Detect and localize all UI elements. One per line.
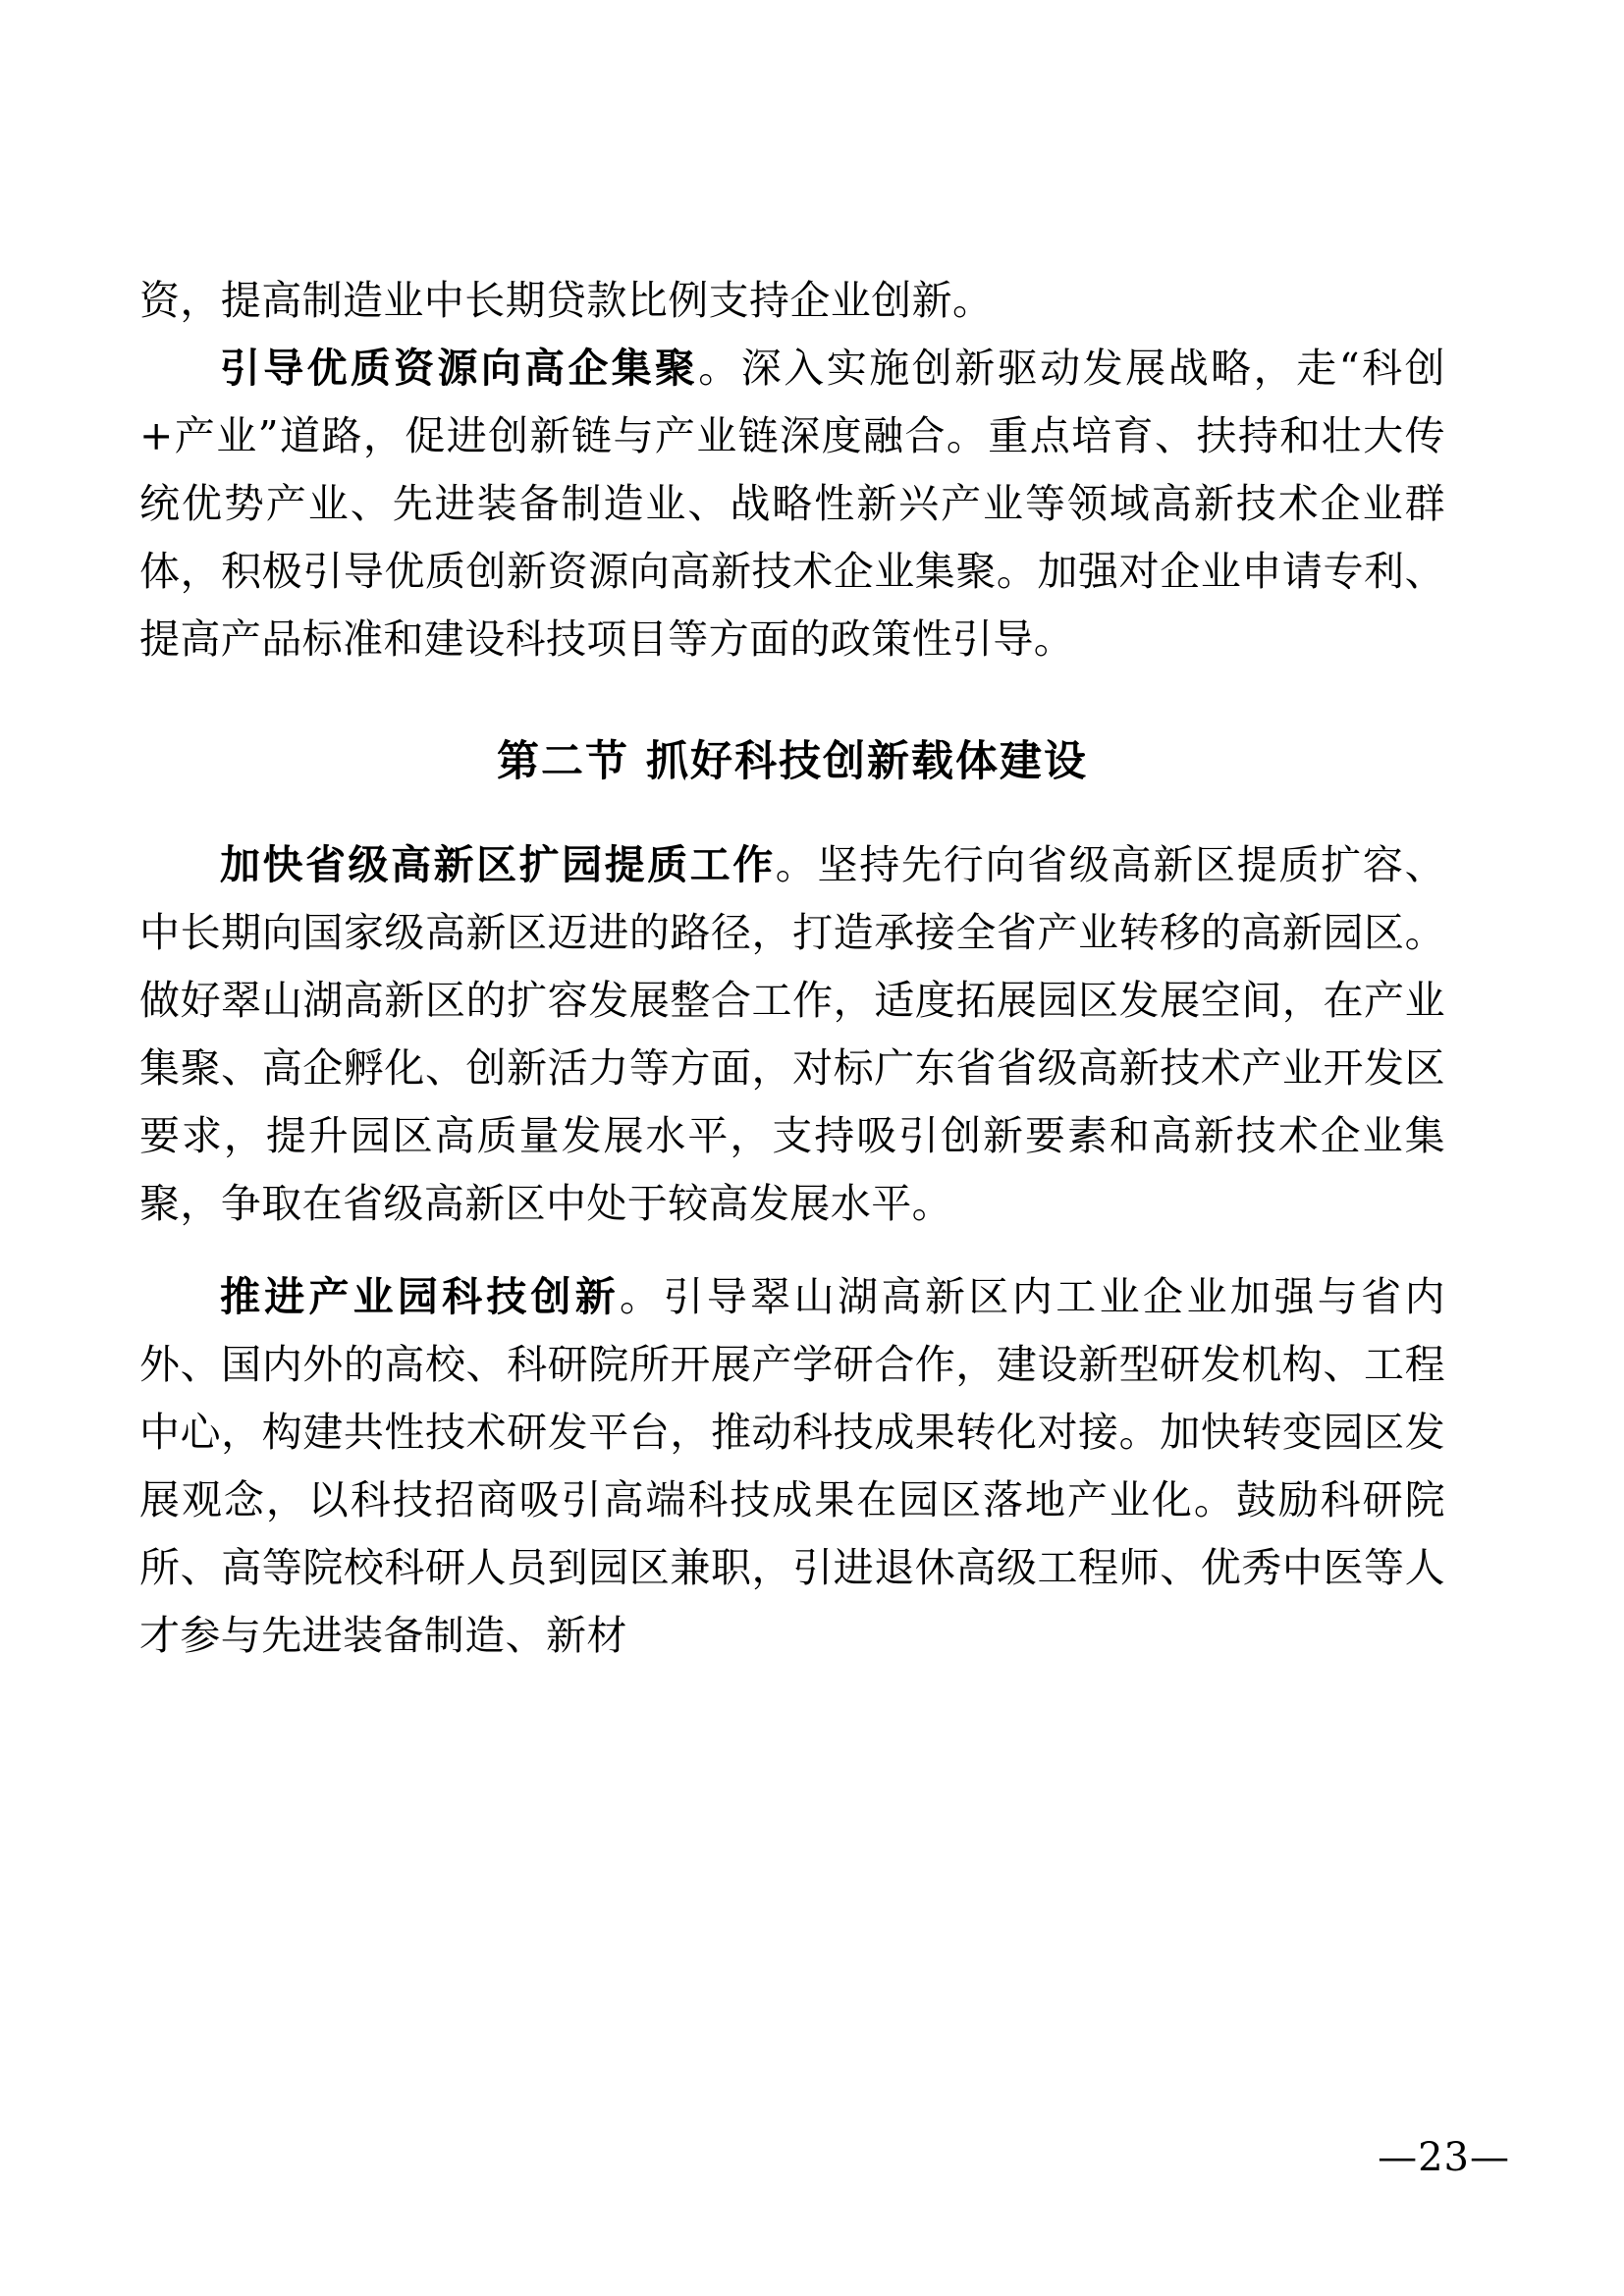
paragraph-industrial-park-innovation [139,1263,1445,1670]
page-content [139,267,1445,1670]
paragraph-lead-in: 推进产业园科技创新 [220,1273,620,1320]
paragraph-continued-financing [139,267,1445,335]
paragraph-provincial-hightech-zone [139,831,1445,1238]
section-heading: 第二节 抓好科技创新载体建设 [497,737,1088,786]
paragraph-lead-in: 引导优质资源向高企集聚 [220,345,699,392]
paragraph-text: 资，提高制造业中长期贷款比例支持企业创新。 [139,277,994,324]
paragraph-lead-in: 加快省级高新区扩园提质工作 [220,841,776,888]
page-number: —23— [1378,2135,1510,2180]
paragraph-text: 。引导翠山湖高新区内工业企业加强与省内外、国内外的高校、科研院所开展产学研合作，建设新型研发机构、工程中心，构建共性技术研发平台，推动科技成果转化对接。加快转变园区发展观念，以科技招商吸引高端科技成果在园区落地产业化。鼓励科研院所、高等院校科研人员到园区兼职，引进退休高级工程师、优秀中医等人才参与先进装备制造、新材 [139,1273,1445,1659]
paragraph-text: 。深入实施创新驱动发展战略，走“科创+产业”道路，促进创新链与产业链深度融合。重点培育、扶持和壮大传统优势产业、先进装备制造业、战略性新兴产业等领域高新技术企业群体，积极引导优质创新资源向高新技术企业集聚。加强对企业申请专利、提高产品标准和建设科技项目等方面的政策性引导。 [139,345,1445,663]
vertical-spacer [139,673,1445,689]
paragraph-guide-quality-resources [139,335,1445,673]
paragraph-text: 。坚持先行向省级高新区提质扩容、中长期向国家级高新区迈进的路径，打造承接全省产业转移的高新园区。做好翠山湖高新区的扩容发展整合工作，适度拓展园区发展空间，在产业集聚、高企孵化、创新活力等方面，对标广东省省级高新技术产业开发区要求，提升园区高质量发展水平，支持吸引创新要素和高新技术企业集聚，争取在省级高新区中处于较高发展水平。 [139,841,1445,1227]
vertical-spacer [139,1238,1445,1263]
